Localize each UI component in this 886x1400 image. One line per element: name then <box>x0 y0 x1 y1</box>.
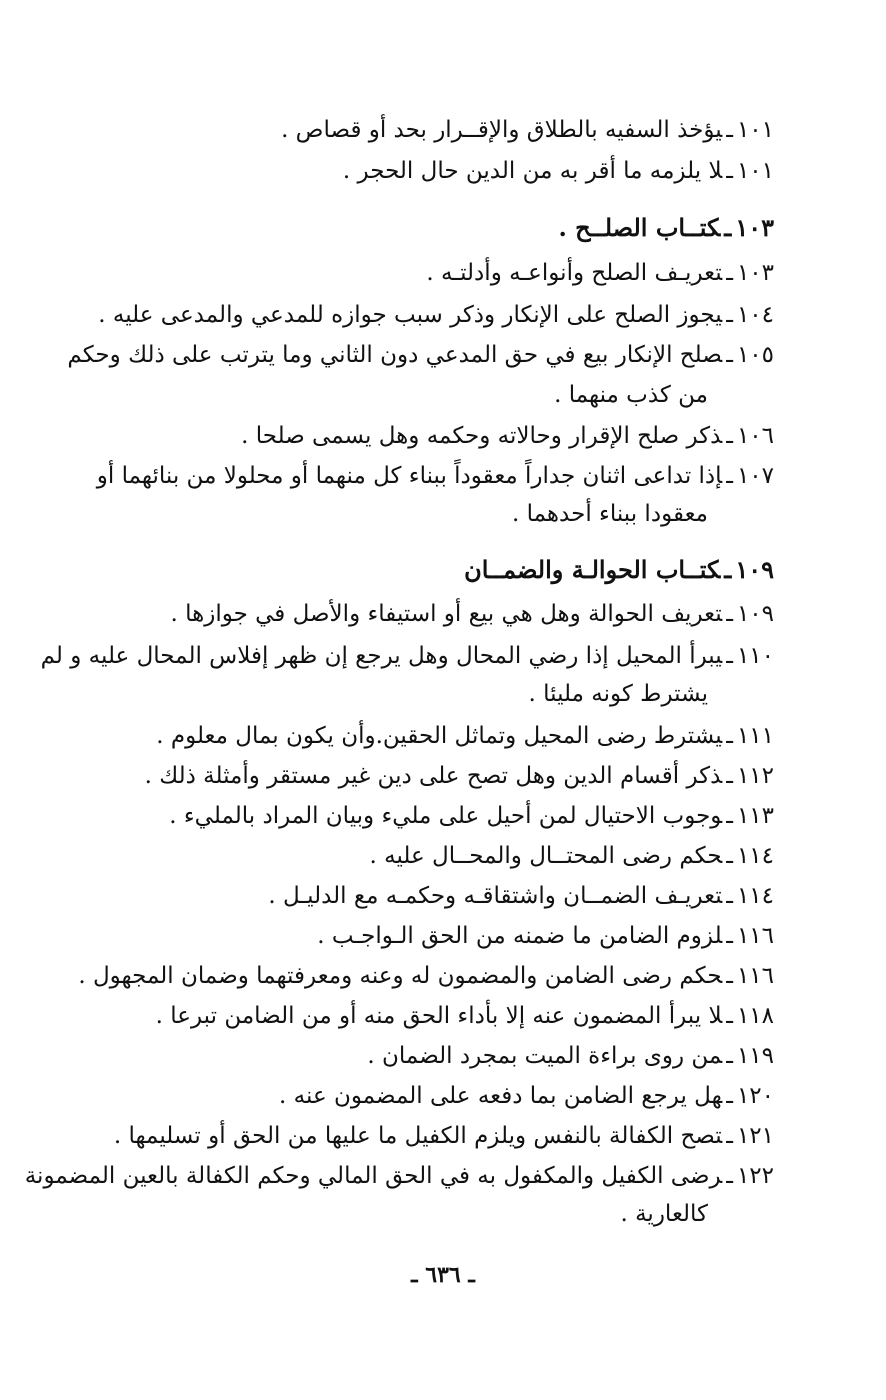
entry-text: يجوز الصلح على الإنكار وذكر سبب جوازه للمدعي والمدعى عليه . <box>98 302 723 328</box>
index-entry <box>100 297 774 333</box>
index-entry <box>100 918 774 954</box>
entry-text: حكم رضى المحتــال والمحــال عليه . <box>369 843 723 869</box>
index-entry <box>100 1038 774 1074</box>
entry-text: تعريف الحوالة وهل هي بيع أو استيفاء والأصل في جوازها . <box>170 601 723 627</box>
entry-dash: ـ <box>726 1123 733 1149</box>
entry-number: ١٠٧ <box>736 463 774 489</box>
entry-number: ١١١ <box>736 723 774 749</box>
entry-text: تعريـف الصلح وأنواعـه وأدلتـه . <box>426 260 723 286</box>
entry-dash: ـ <box>726 302 733 328</box>
entry-text: إذا تداعى اثنان جداراً معقوداً ببناء كل منهما أو محلولا من بنائهما أو <box>96 463 723 489</box>
entry-dash: ـ <box>726 883 733 909</box>
entry-dash: ـ <box>726 1163 733 1189</box>
entry-dash: ـ <box>726 158 733 184</box>
entry-number: ١١٦ <box>736 923 774 949</box>
entry-text: ذكر أقسام الدين وهل تصح على دين غير مستقر وأمثلة ذلك . <box>144 763 723 789</box>
entry-dash: ـ <box>726 803 733 829</box>
entry-number: ١١٨ <box>736 1003 774 1029</box>
entry-continuation: معقودا ببناء أحدهما . <box>511 501 708 527</box>
entry-text: كتــاب الصلــح . <box>558 213 721 242</box>
entry-number: ١١٠ <box>736 643 774 669</box>
entry-continuation: يشترط كونه مليئا . <box>528 681 708 707</box>
entry-text: هل يرجع الضامن بما دفعه على المضمون عنه . <box>279 1083 723 1109</box>
entry-dash: ـ <box>726 763 733 789</box>
entry-text: رضى الكفيل والمكفول به في الحق المالي وحكم الكفالة بالعين المضمونة <box>24 1163 723 1189</box>
entry-number: ١٠٩ <box>736 601 774 627</box>
entry-dash: ـ <box>726 463 733 489</box>
index-entry <box>100 998 774 1034</box>
index-entry <box>96 458 774 494</box>
entry-dash: ـ <box>724 555 732 584</box>
entry-text: يشترط رضى المحيل وتماثل الحقين.وأن يكون بمال معلوم . <box>156 723 723 749</box>
entry-number: ١٢١ <box>736 1123 774 1149</box>
index-entry <box>100 838 774 874</box>
index-entry <box>100 1118 774 1154</box>
entry-number: ١٠٤ <box>736 302 774 328</box>
entry-number: ١١٤ <box>736 883 774 909</box>
entry-dash: ـ <box>726 117 733 143</box>
entry-number: ١٠٩ <box>735 555 774 584</box>
index-entry <box>100 418 774 454</box>
entry-text: يؤخذ السفيه بالطلاق والإقــرار بحد أو قصاص . <box>281 117 723 143</box>
entry-dash: ـ <box>726 963 733 989</box>
entry-text: لا يلزمه ما أقر به من الدين حال الحجر . <box>342 158 723 184</box>
entry-number: ١٠٣ <box>735 213 774 242</box>
section-heading <box>100 210 774 246</box>
entry-text: يبرأ المحيل إذا رضي المحال وهل يرجع إن ظهر إفلاس المحال عليه و لم <box>40 643 723 669</box>
entry-continuation: من كذب منهما . <box>554 382 708 408</box>
entry-dash: ـ <box>726 723 733 749</box>
entry-text: لا يبرأ المضمون عنه إلا بأداء الحق منه أو من الضامن تبرعا . <box>155 1003 723 1029</box>
index-entry <box>100 758 774 794</box>
entry-text: صلح الإنكار بيع في حق المدعي دون الثاني وما يترتب على ذلك وحكم <box>67 342 723 368</box>
section-heading <box>100 552 774 588</box>
entry-text: لزوم الضامن ما ضمنه من الحق الـواجـب . <box>317 923 723 949</box>
entry-dash: ـ <box>726 1043 733 1069</box>
entry-number: ١٢٢ <box>736 1163 774 1189</box>
entry-text: حكم رضى الضامن والمضمون له وعنه ومعرفتهما وضمان المجهول . <box>78 963 723 989</box>
page-number: ـ ٦٣٦ ـ <box>411 1262 475 1288</box>
entry-number: ١٠١ <box>736 117 774 143</box>
entry-text: تعريـف الضمــان واشتقاقـه وحكمـه مع الدليـل . <box>268 883 723 909</box>
index-entry <box>40 638 774 674</box>
entry-text: تصح الكفالة بالنفس ويلزم الكفيل ما عليها من الحق أو تسليمها . <box>113 1123 723 1149</box>
entry-text: ذكر صلح الإقرار وحالاته وحكمه وهل يسمى صلحا . <box>241 423 723 449</box>
entry-number: ١٠١ <box>736 158 774 184</box>
index-entry <box>100 255 774 291</box>
entry-number: ١١٩ <box>736 1043 774 1069</box>
entry-dash: ـ <box>724 213 732 242</box>
entry-dash: ـ <box>726 843 733 869</box>
index-entry <box>100 112 774 148</box>
entry-text: كتــاب الحوالـة والضمــان <box>464 555 721 584</box>
index-entry <box>100 718 774 754</box>
entry-number: ١٠٣ <box>736 260 774 286</box>
entry-dash: ـ <box>726 1083 733 1109</box>
index-entry <box>100 153 774 189</box>
entry-dash: ـ <box>726 423 733 449</box>
entry-number: ١١٦ <box>736 963 774 989</box>
index-entry <box>78 958 774 994</box>
entry-number: ١١٢ <box>736 763 774 789</box>
entry-continuation: كالعارية . <box>620 1201 708 1227</box>
index-entry <box>100 798 774 834</box>
entry-dash: ـ <box>726 342 733 368</box>
entry-text: وجوب الاحتيال لمن أحيل على مليء وبيان المراد بالمليء . <box>169 803 723 829</box>
entry-dash: ـ <box>726 923 733 949</box>
entry-number: ١١٣ <box>736 803 774 829</box>
entry-number: ١٢٠ <box>736 1083 774 1109</box>
entry-number: ١١٤ <box>736 843 774 869</box>
entry-dash: ـ <box>726 1003 733 1029</box>
entry-text: من روى براءة الميت بمجرد الضمان . <box>367 1043 723 1069</box>
index-entry <box>24 1158 774 1194</box>
index-entry <box>100 596 774 632</box>
entry-number: ١٠٦ <box>736 423 774 449</box>
entry-dash: ـ <box>726 260 733 286</box>
entry-dash: ـ <box>726 643 733 669</box>
entry-dash: ـ <box>726 601 733 627</box>
index-entry <box>67 337 774 373</box>
entry-number: ١٠٥ <box>736 342 774 368</box>
index-entry <box>100 1078 774 1114</box>
index-entry <box>100 878 774 914</box>
